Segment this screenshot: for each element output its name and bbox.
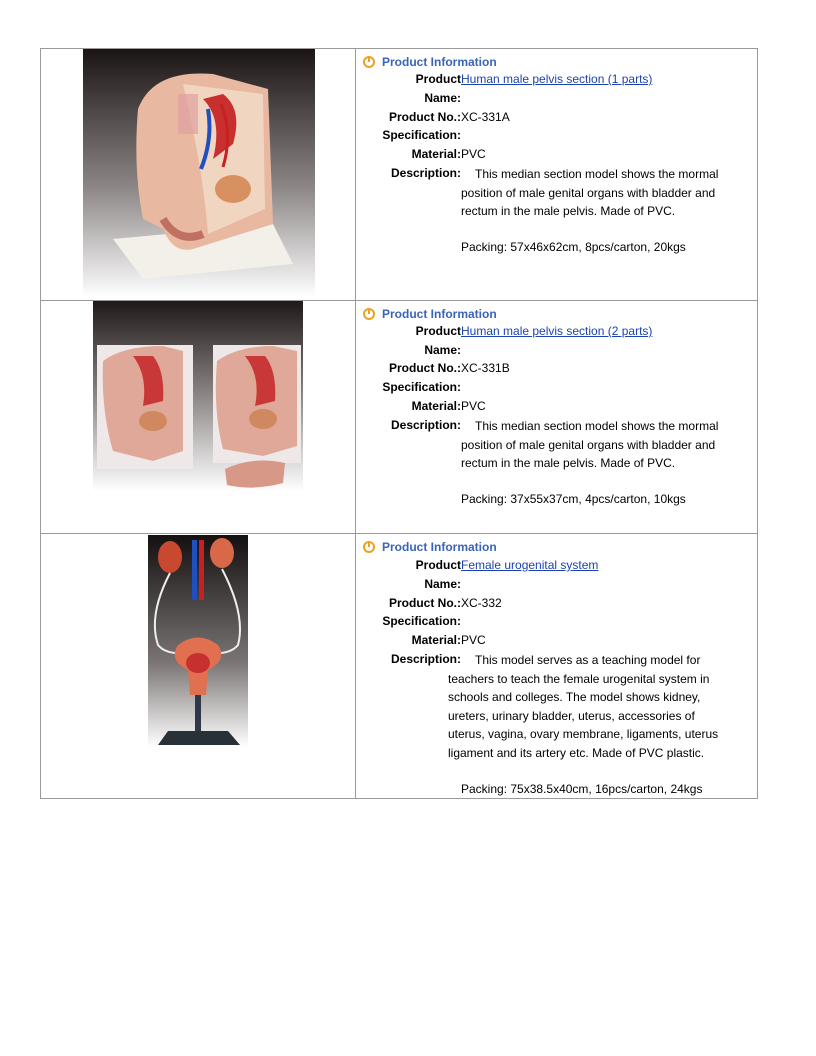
product-info-icon [363, 308, 375, 320]
product-name-link[interactable]: Female urogenital system [461, 558, 599, 572]
material-value: PVC [461, 147, 486, 161]
product-name-label-2: Name: [424, 577, 461, 591]
product-info-title: Product Information [382, 307, 497, 321]
product-name-label: Product [415, 72, 461, 86]
product-name-link[interactable]: Human male pelvis section (2 parts) [461, 324, 653, 338]
product-no-value: XC-331A [461, 110, 510, 124]
product-info-cell [356, 534, 757, 798]
material-label: Material: [411, 399, 461, 413]
product-info-heading [363, 540, 497, 554]
material-label: Material: [411, 633, 461, 647]
product-no-label: Product No.: [389, 596, 461, 610]
product-info-heading [363, 307, 497, 321]
packing-text: Packing: 75x38.5x40cm, 16pcs/carton, 24kgs [461, 782, 703, 796]
packing-text: Packing: 37x55x37cm, 4pcs/carton, 10kgs [461, 492, 686, 506]
product-row [40, 301, 758, 534]
product-name-label: Product [415, 558, 461, 572]
product-image-cell [41, 301, 356, 533]
packing-text: Packing: 57x46x62cm, 8pcs/carton, 20kgs [461, 240, 686, 254]
specification-label: Specification: [382, 128, 461, 142]
product-no-label: Product No.: [389, 361, 461, 375]
product-name-label-2: Name: [424, 343, 461, 357]
product-image-cell [41, 534, 356, 798]
product-no-label: Product No.: [389, 110, 461, 124]
product-info-cell [356, 49, 757, 300]
product-no-value: XC-331B [461, 361, 510, 375]
product-name-link[interactable]: Human male pelvis section (1 parts) [461, 72, 653, 86]
description-text: This model serves as a teaching model for teachers to teach the female urogenital system in schools and colleges. The model shows kidney, ureters, urinary bladder, uterus, accessories of uterus, vagina, ovary membrane, ligaments, uterus ligament and its artery etc. Made of PVC plastic. [448, 653, 719, 760]
description-text: This median section model shows the mormal position of male genital organs with bladder and rectum in the male pelvis. Made of PVC. [461, 419, 719, 470]
product-no-value: XC-332 [461, 596, 502, 610]
product-image-cell [41, 49, 356, 300]
material-value: PVC [461, 399, 486, 413]
product-info-cell [356, 301, 757, 533]
pelvis-model-photo [83, 49, 315, 297]
product-info-title: Product Information [382, 540, 497, 554]
description-text: This median section model shows the mormal position of male genital organs with bladder and rectum in the male pelvis. Made of PVC. [461, 167, 719, 218]
urogenital-model-photo [148, 535, 248, 747]
product-name-label-2: Name: [424, 91, 461, 105]
description-label: Description: [390, 652, 461, 666]
material-label: Material: [411, 147, 461, 161]
material-value: PVC [461, 633, 486, 647]
product-row [40, 48, 758, 301]
specification-label: Specification: [382, 380, 461, 394]
product-catalog-table [40, 48, 758, 799]
product-info-icon [363, 56, 375, 68]
description-label: Description: [390, 418, 461, 432]
description-label: Description: [390, 166, 461, 180]
product-info-icon [363, 541, 375, 553]
pelvis-two-part-model-photo [93, 301, 303, 491]
specification-label: Specification: [382, 614, 461, 628]
product-info-heading [363, 55, 497, 69]
product-info-title: Product Information [382, 55, 497, 69]
product-name-label: Product [415, 324, 461, 338]
product-row [40, 534, 758, 799]
